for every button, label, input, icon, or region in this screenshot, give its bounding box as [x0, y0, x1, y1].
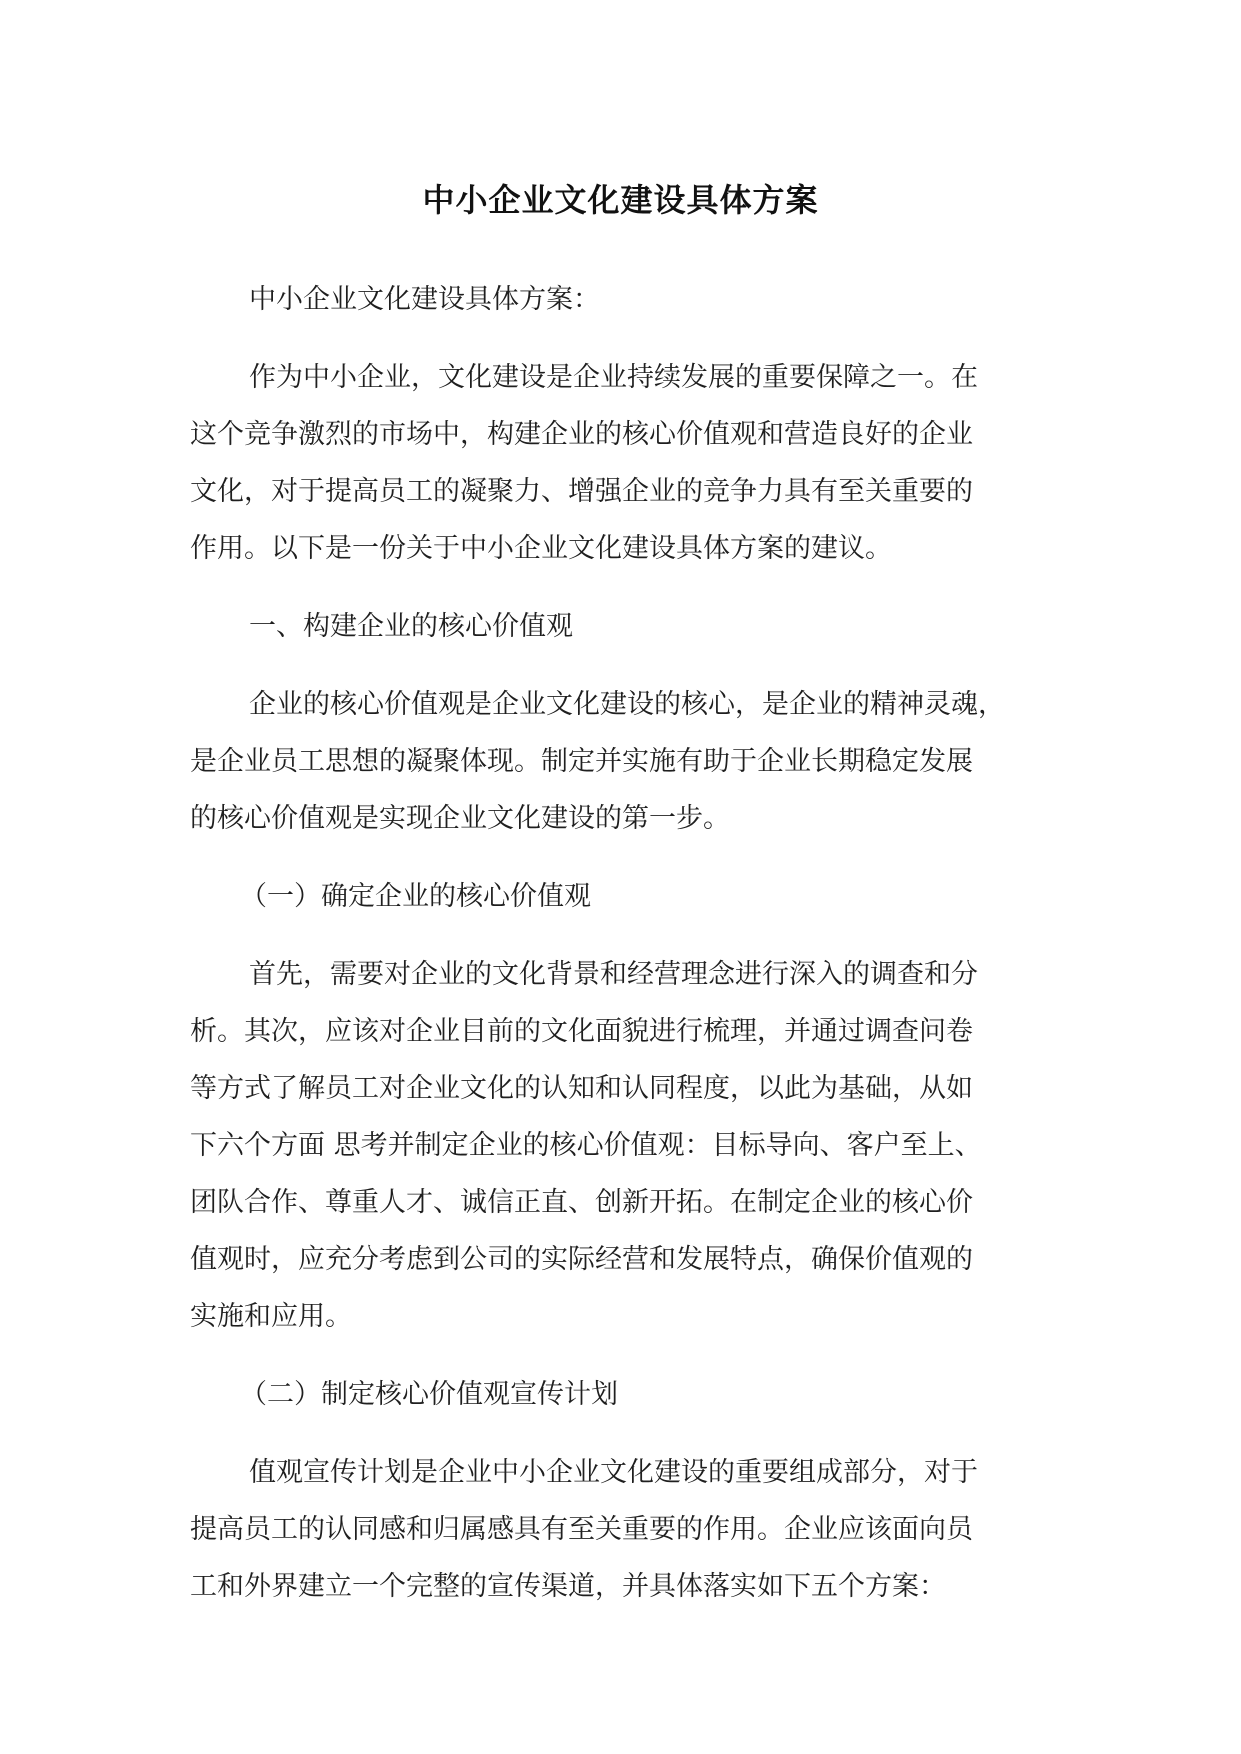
- section-heading: 一、构建企业的核心价值观: [249, 611, 573, 642]
- body-line: 下六个方面 思考并制定企业的核心价值观：目标导向、客户至上、: [190, 1130, 982, 1161]
- body-line: 等方式了解员工对企业文化的认知和认同程度，以此为基础，从如: [190, 1073, 973, 1104]
- body-line: 值观宣传计划是企业中小企业文化建设的重要组成部分，对于: [249, 1457, 978, 1488]
- body-line: 作为中小企业，文化建设是企业持续发展的重要保障之一。在: [249, 362, 978, 393]
- body-line: 值观时，应充分考虑到公司的实际经营和发展特点，确保价值观的: [190, 1244, 973, 1275]
- body-line: 提高员工的认同感和归属感具有至关重要的作用。企业应该面向员: [190, 1514, 973, 1545]
- document-title: 中小企业文化建设具体方案: [422, 181, 819, 219]
- body-line: 的核心价值观是实现企业文化建设的第一步。: [190, 803, 730, 834]
- body-line: 是企业员工思想的凝聚体现。制定并实施有助于企业长期稳定发展: [190, 746, 973, 777]
- body-line: 这个竞争激烈的市场中，构建企业的核心价值观和营造良好的企业: [190, 419, 973, 450]
- body-line: 企业的核心价值观是企业文化建设的核心，是企业的精神灵魂，: [249, 689, 1005, 720]
- body-line: 析。其次，应该对企业目前的文化面貌进行梳理，并通过调查问卷: [190, 1016, 973, 1047]
- body-line: 文化，对于提高员工的凝聚力、增强企业的竞争力具有至关重要的: [190, 476, 973, 507]
- body-line: 实施和应用。: [190, 1301, 352, 1332]
- body-line: 首先，需要对企业的文化背景和经营理念进行深入的调查和分: [249, 959, 978, 990]
- body-line: 作用。以下是一份关于中小企业文化建设具体方案的建议。: [190, 533, 892, 564]
- subsection-heading: （二）制定核心价值观宣传计划: [240, 1379, 618, 1410]
- subsection-heading: （一）确定企业的核心价值观: [240, 881, 591, 912]
- body-line: 团队合作、尊重人才、诚信正直、创新开拓。在制定企业的核心价: [190, 1187, 973, 1218]
- body-line: 中小企业文化建设具体方案：: [249, 284, 600, 315]
- body-line: 工和外界建立一个完整的宣传渠道，并具体落实如下五个方案：: [190, 1571, 946, 1602]
